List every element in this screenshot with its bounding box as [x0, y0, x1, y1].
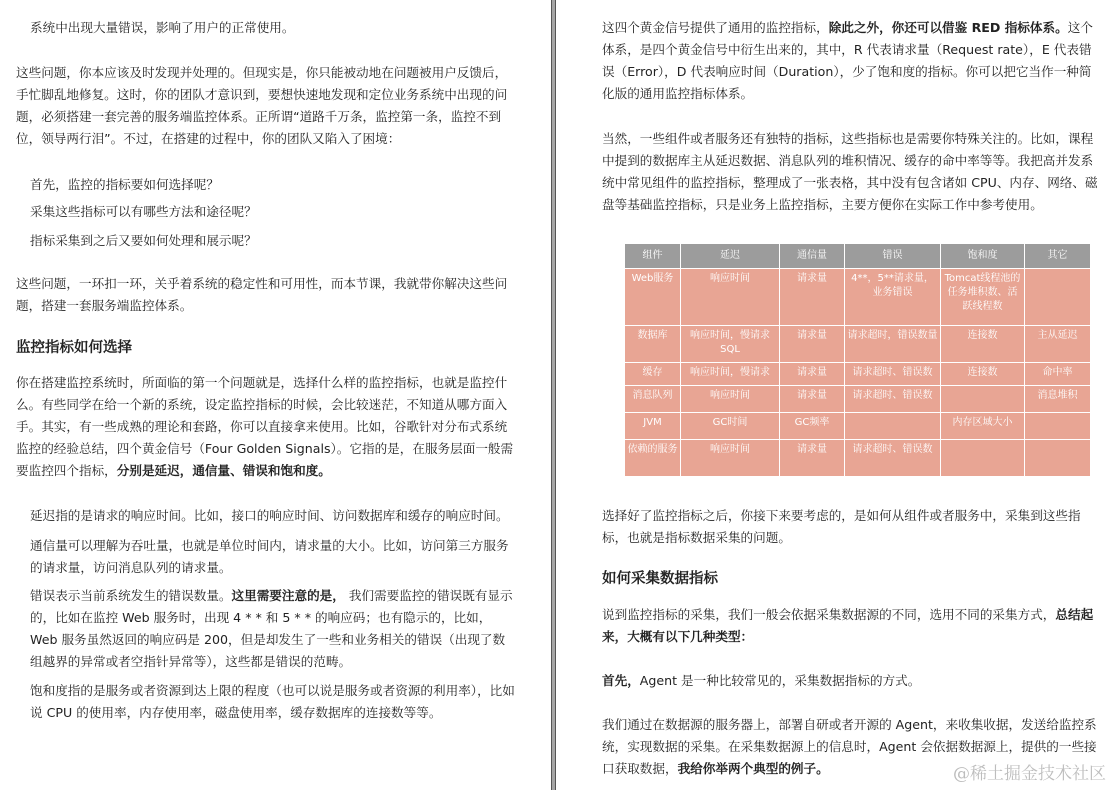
- header-cell: 饱和度: [941, 244, 1025, 269]
- text: 这四个黄金信号提供了通用的监控指标，: [602, 20, 829, 35]
- section-heading: 如何采集数据指标: [602, 571, 718, 587]
- table-cell: [1025, 269, 1091, 326]
- table-cell: 连接数: [941, 326, 1025, 363]
- header-cell: 通信量: [780, 244, 845, 269]
- table-cell: GC时间: [681, 413, 780, 440]
- table-cell: 连接数: [941, 363, 1025, 386]
- list-item: [30, 585, 516, 673]
- table-cell: 命中率: [1025, 363, 1091, 386]
- table-cell: [845, 413, 941, 440]
- table-cell: 响应时间: [681, 386, 780, 413]
- table-row: [625, 386, 1091, 413]
- left-page: [0, 0, 550, 790]
- table-cell: 缓存: [625, 363, 681, 386]
- metrics-table: [624, 243, 1091, 477]
- paragraph: [602, 670, 1100, 692]
- paragraph: [602, 17, 1100, 105]
- paragraph: [602, 604, 1100, 648]
- table-cell: Tomcat线程池的任务堆积数、活跃线程数: [941, 269, 1025, 326]
- table-cell: 请求量: [780, 386, 845, 413]
- text: 错误表示当前系统发生的错误数量。: [30, 588, 232, 603]
- paragraph: 选择好了监控指标之后，你接下来要考虑的，是如何从组件或者服务中，采集到这些指标，也就是指标数据采集的问题。: [602, 508, 1081, 545]
- list-item: 延迟指的是请求的响应时间。比如，接口的响应时间、访问数据库和缓存的响应时间。: [30, 508, 509, 523]
- watermark: @稀土掘金技术社区: [953, 764, 1106, 784]
- table-cell: 请求量: [780, 440, 845, 477]
- table-cell: 请求超时、错误数: [845, 440, 941, 477]
- table-cell: 消息堆积: [1025, 386, 1091, 413]
- table-cell: 依赖的服务: [625, 440, 681, 477]
- table-cell: 内存区域大小: [941, 413, 1025, 440]
- table-cell: 响应时间: [681, 440, 780, 477]
- list-item: 首先，监控的指标要如何选择呢？: [30, 177, 219, 192]
- table-header-row: [625, 244, 1091, 269]
- table-row: [625, 363, 1091, 386]
- bold-text: 除此之外，你还可以借鉴 RED 指标体系。: [828, 20, 1068, 35]
- table-cell: 4**，5**请求量，业务错误: [845, 269, 941, 326]
- bold-text: 我给你举两个典型的例子。: [677, 761, 829, 776]
- table-cell: [1025, 440, 1091, 477]
- table-cell: 请求量: [780, 326, 845, 363]
- bold-text: 总结起来，大概有以下几种类型：: [602, 607, 1094, 644]
- text: Agent 是一种比较常见的，采集数据指标的方式。: [639, 673, 921, 688]
- header-cell: 组件: [625, 244, 681, 269]
- table-cell: 响应时间: [681, 269, 780, 326]
- table-cell: 请求量: [780, 363, 845, 386]
- text: 说到监控指标的采集，我们一般会依据采集数据源的不同，选用不同的采集方式，: [602, 607, 1056, 622]
- text: 我们需要监控的错误既有显示的，比如在监控 Web 服务时，出现 4 * * 和 5 * * 的响应码；也有隐示的，比如，Web 服务虽然返回的响应码是 200，但是却发生了一些和业务相关的错误（出现了数组越界的异常或者空指针异常等），这些都是错误的范畴。: [30, 588, 513, 669]
- table-cell: 消息队列: [625, 386, 681, 413]
- list-item: 饱和度指的是服务或者资源到达上限的程度（也可以说是服务或者资源的利用率），比如说 CPU 的使用率，内存使用率，磁盘使用率，缓存数据库的连接数等等。: [30, 683, 515, 720]
- table-cell: 请求超时，错误数量: [845, 326, 941, 363]
- table-row: [625, 440, 1091, 477]
- table-cell: 请求超时、错误数: [845, 386, 941, 413]
- header-cell: 错误: [845, 244, 941, 269]
- table-cell: 请求超时、错误数: [845, 363, 941, 386]
- paragraph: 这些问题，一环扣一环，关乎着系统的稳定性和可用性，而本节课，我就带你解决这些问题，搭建一套服务端监控体系。: [16, 276, 508, 313]
- header-cell: 其它: [1025, 244, 1091, 269]
- text: 你在搭建监控系统时，所面临的第一个问题就是，选择什么样的监控指标，也就是监控什么。有些同学在给一个新的系统，设定监控指标的时候，会比较迷茫，不知道从哪方面入手。其实，有一些成熟的理论和套路，你可以直接拿来使用。比如，谷歌针对分布式系统监控的经验总结，四个黄金信号（Four Golden Signals）。它指的是，在服务层面一般需要监控四个指标，: [16, 375, 514, 478]
- bold-text: 分别是延迟，通信量、错误和饱和度。: [116, 463, 331, 478]
- list-item: 通信量可以理解为吞吐量，也就是单位时间内，请求量的大小。比如，访问第三方服务的请求量，访问消息队列的请求量。: [30, 538, 509, 575]
- table-cell: 主从延迟: [1025, 326, 1091, 363]
- table-row: [625, 269, 1091, 326]
- table-cell: [941, 386, 1025, 413]
- paragraph: [16, 372, 516, 482]
- table-cell: GC频率: [780, 413, 845, 440]
- section-heading: 监控指标如何选择: [16, 340, 132, 356]
- table-cell: [1025, 413, 1091, 440]
- text: 这个体系，是四个黄金信号中衍生出来的，其中，R 代表请求量（Request rate），E 代表错误（Error），D 代表响应时间（Duration），少了饱和度的指标。你可以把它当作一种简化版的通用监控指标体系。: [602, 20, 1093, 101]
- bold-text: 首先，: [602, 673, 640, 688]
- right-page: [557, 0, 1114, 790]
- header-cell: 延迟: [681, 244, 780, 269]
- table-cell: 响应时间，慢请求: [681, 363, 780, 386]
- table-cell: [941, 440, 1025, 477]
- paragraph: 当然，一些组件或者服务还有独特的指标，这些指标也是需要你特殊关注的。比如，课程中提到的数据库主从延迟数据、消息队列的堆积情况、缓存的命中率等等。我把高并发系统中常见组件的监控指标，整理成了一张表格，其中没有包含诸如 CPU、内存、网络、磁盘等基础监控指标，只是业务上监控指标，主要方便你在实际工作中参考使用。: [602, 131, 1098, 212]
- list-item: 指标采集到之后又要如何处理和展示呢？: [30, 233, 257, 248]
- text: 我们通过在数据源的服务器上，部署自研或者开源的 Agent，来收集收据，发送给监控系统，实现数据的采集。在采集数据源上的信息时，Agent 会依据数据源上，提供的一些接口获取数据，: [602, 717, 1097, 776]
- table-cell: 请求量: [780, 269, 845, 326]
- table-cell: Web服务: [625, 269, 681, 326]
- table-cell: JVM: [625, 413, 681, 440]
- list-item: 采集这些指标可以有哪些方法和途径呢？: [30, 204, 257, 219]
- table-cell: 响应时间，慢请求SQL: [681, 326, 780, 363]
- paragraph: 这些问题，你本应该及时发现并处理的。但现实是，你只能被动地在问题被用户反馈后，手忙脚乱地修复。这时，你的团队才意识到，要想快速地发现和定位业务系统中出现的问题，必须搭建一套完善的服务端监控体系。正所谓“道路千万条，监控第一条，监控不到位，领导两行泪”。不过，在搭建的过程中，你的团队又陷入了困境：: [16, 65, 508, 146]
- bold-text: 这里需要注意的是，: [231, 588, 345, 603]
- table-cell: 数据库: [625, 326, 681, 363]
- table-row: [625, 413, 1091, 440]
- table-row: [625, 326, 1091, 363]
- paragraph: 系统中出现大量错误，影响了用户的正常使用。: [30, 20, 295, 35]
- page-divider: [550, 0, 557, 790]
